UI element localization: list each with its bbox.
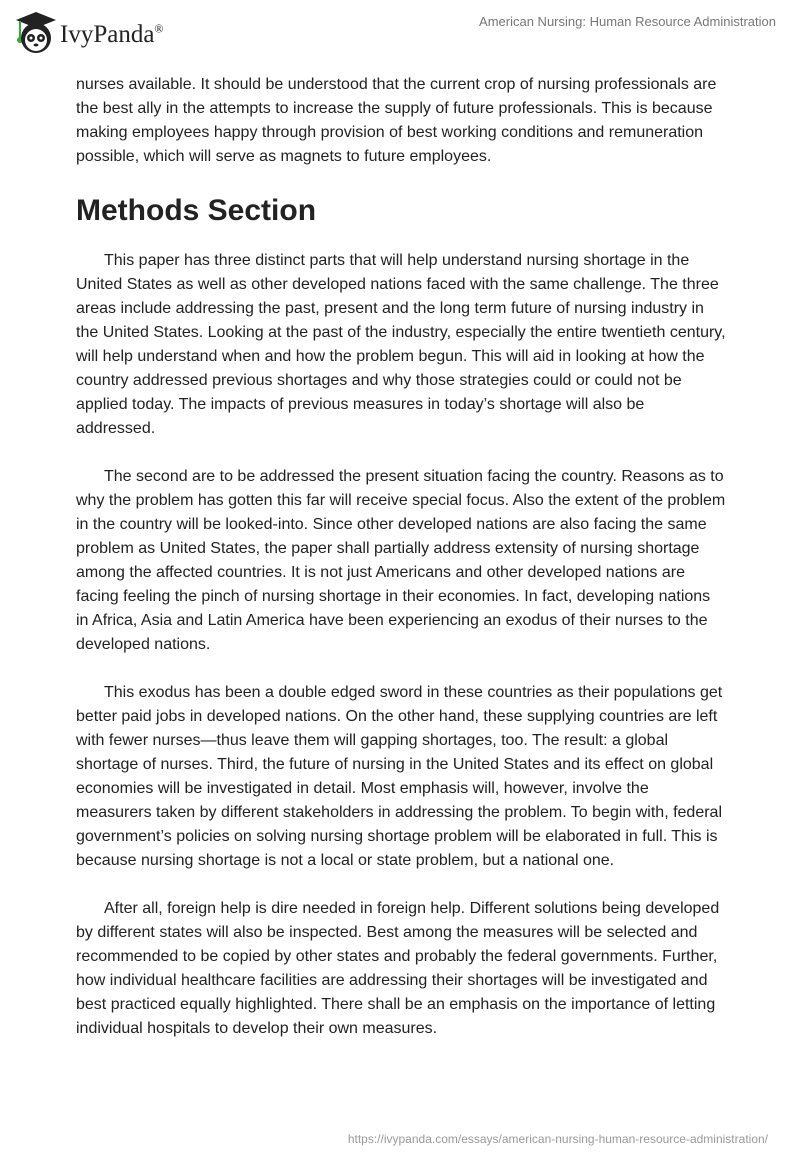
section-heading: Methods Section (76, 194, 317, 227)
registered-mark: ® (154, 21, 164, 36)
document-title: American Nursing: Human Resource Administration (479, 14, 776, 29)
source-url[interactable]: https://ivypanda.com/essays/american-nursing-human-resource-administration/ (347, 1132, 768, 1146)
paragraph: This exodus has been a double edged sword in these countries as their populations get better paid jobs in developed nations. On the other hand, these supplying countries are left with fewer nurses—thus leave them will gapping shortages, too. The result: a global shortage of nurses. Third, the future of nursing in the United States and its effect on global economies will be investigated in detail. Most emphasis will, however, involve the measurers taken by different stakeholders in addressing the problem. To begin with, federal government’s policies on solving nursing shortage problem will be elaborated in full. This is because nursing shortage is not a local or state problem, but a national one. (76, 684, 723, 869)
essay-body (76, 73, 726, 1065)
page-header (0, 0, 800, 60)
logo-text: IvyPanda (60, 21, 155, 48)
paragraph: This paper has three distinct parts that will help understand nursing shortage in the United States as well as other developed nations faced with the same challenge. The three areas include addressing the past, present and the long term future of nursing industry in the United States. Looking at the past of the industry, especially the entire twentieth century, will help understand when and how the problem begun. This will aid in looking at how the country addressed previous shortages and why those strategies could or could not be applied today. The impacts of previous measures in today’s shortage will also be addressed. (76, 252, 726, 437)
panda-logo-icon (14, 8, 56, 56)
logo[interactable] (14, 8, 164, 56)
intro-paragraph: nurses available. It should be understood that the current crop of nursing professionals are the best ally in the attempts to increase the supply of future professionals. This is because making employees happy through provision of best working conditions and remuneration possible, which will serve as magnets to future employees. (76, 76, 717, 165)
paragraph: The second are to be addressed the present situation facing the country. Reasons as to why the problem has gotten this far will receive special focus. Also the extent of the problem in the country will be looked-into. Since other developed nations are also facing the same problem as United States, the paper shall partially address extensity of nursing shortage among the affected countries. It is not just Americans and other developed nations are facing feeling the pinch of nursing shortage in their economies. In fact, developing nations in Africa, Asia and Latin America have been experiencing an exodus of their nurses to the developed nations. (76, 468, 726, 653)
paragraph: After all, foreign help is dire needed in foreign help. Different solutions being developed by different states will also be inspected. Best among the measures will be selected and recommended to be copied by other states and probably the federal governments. Further, how individual healthcare facilities are addressing their shortages will be investigated and best practiced equally highlighted. There shall be an emphasis on the importance of letting individual hospitals to develop their own measures. (76, 900, 720, 1037)
